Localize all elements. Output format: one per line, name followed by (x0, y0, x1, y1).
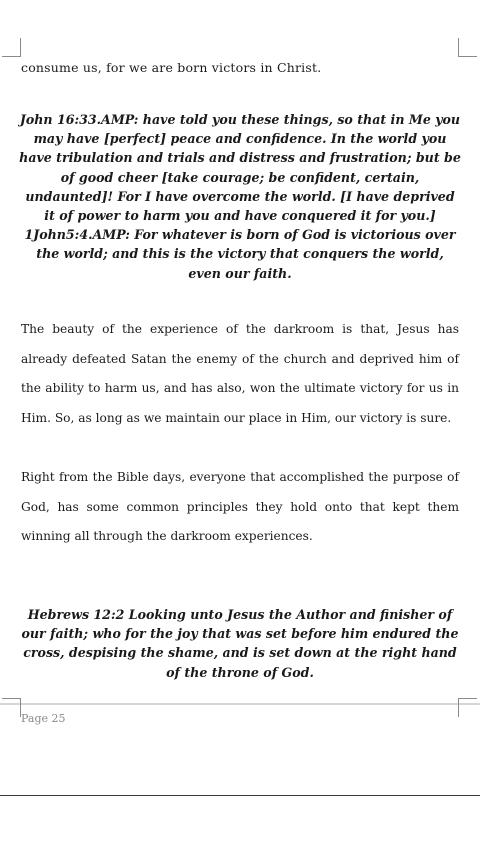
crop-mark-bottom-left (2, 698, 21, 717)
crop-mark-top-right (458, 38, 477, 57)
body-paragraph-darkroom: The beauty of the experience of the darkroom is that, Jesus has already defeated Satan the enemy of the church and deprived him of the ability to harm us, and has also, won the ultimate victory for us in Him. So, as long as we maintain our place in Him, our victory is sure. (21, 322, 459, 425)
scripture-quote-hebrews: Hebrews 12:2 Looking unto Jesus the Author and finisher of our faith; who for the joy that was set before him endured the cross, despising the shame, and is set down at the right hand of the throne of God. (21, 607, 459, 680)
viewer-divider (0, 795, 480, 796)
scripture-quote-john: John 16:33.AMP: have told you these things, so that in Me you may have [perfect] peace and confidence. In the world you have tribulation and trials and distress and frustration; but be of good cheer [take courage; be confident, certain, undaunted]! For I have overcome the world. [I have deprived it of power to harm you and have conquered it for you.] 1John5:4.AMP: For whatever is born of God is victorious over the world; and this is the victory that conquers the world, even our faith. (19, 112, 461, 281)
crop-mark-top-left (2, 38, 21, 57)
page-number: Page 25 (21, 712, 66, 725)
crop-mark-bottom-right (458, 698, 477, 717)
top-text-line: consume us, for we are born victors in Christ. (21, 60, 322, 75)
page-separator (0, 703, 480, 705)
body-paragraph-bible-days: Right from the Bible days, everyone that accomplished the purpose of God, has some common principles they hold onto that kept them winning all through the darkroom experiences. (21, 470, 459, 544)
